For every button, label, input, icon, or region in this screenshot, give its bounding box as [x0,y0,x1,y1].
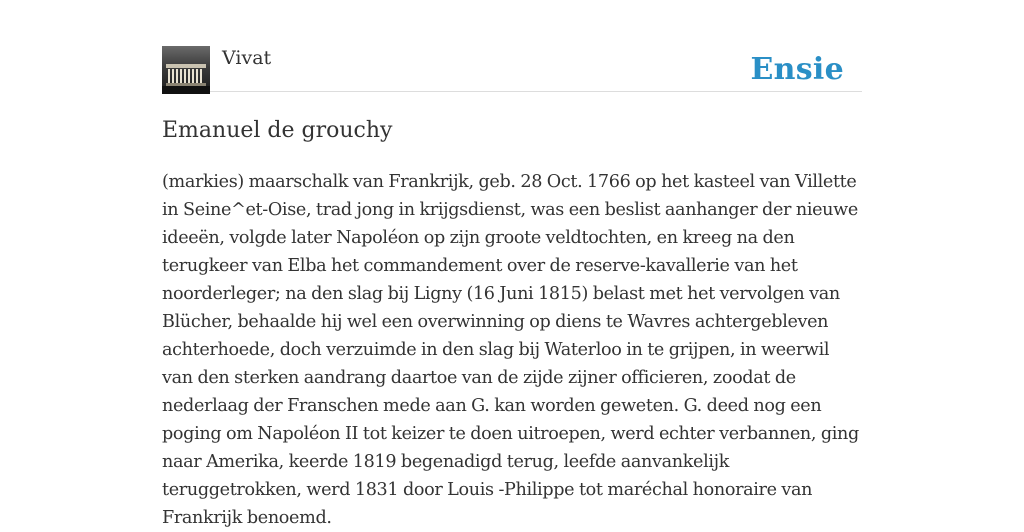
page-title: Emanuel de grouchy [162,118,393,143]
avatar[interactable] [162,46,210,94]
typewriter-avatar-icon [162,46,210,94]
username[interactable]: Vivat [222,47,272,69]
article-body: (markies) maarschalk van Frankrijk, geb. 28 Oct. 1766 op het kasteel van Villette in Seine^et-Oise, trad jong in krijgsdienst, was een beslist aanhanger der nieuwe ideeën, volgde later Napoléon op zijn groote veldtochten, en kreeg na den terugkeer van Elba het commandement over de reserve-kavallerie van het noorderleger; na den slag bij Ligny (16 Juni 1815) belast met het vervolgen van Blücher, behaalde hij wel een overwinning op diens te Wavres achtergebleven achterhoede, doch verzuimde in den slag bij Waterloo in te grijpen, in weerwil van den sterken aandrang daartoe van de zijde zijner officieren, zoodat de nederlaag der Franschen mede aan G. kan worden geweten. G. deed nog een poging om Napoléon II tot keizer te doen uitroepen, werd echter verbannen, ging naar Amerika, keerde 1819 begenadigd terug, leefde aanvankelijk teruggetrokken, werd 1831 door Louis -Philippe tot maréchal honoraire van Frankrijk benoemd. [162,172,859,528]
brand-logo[interactable]: Ensie [750,52,844,87]
header [162,46,862,92]
